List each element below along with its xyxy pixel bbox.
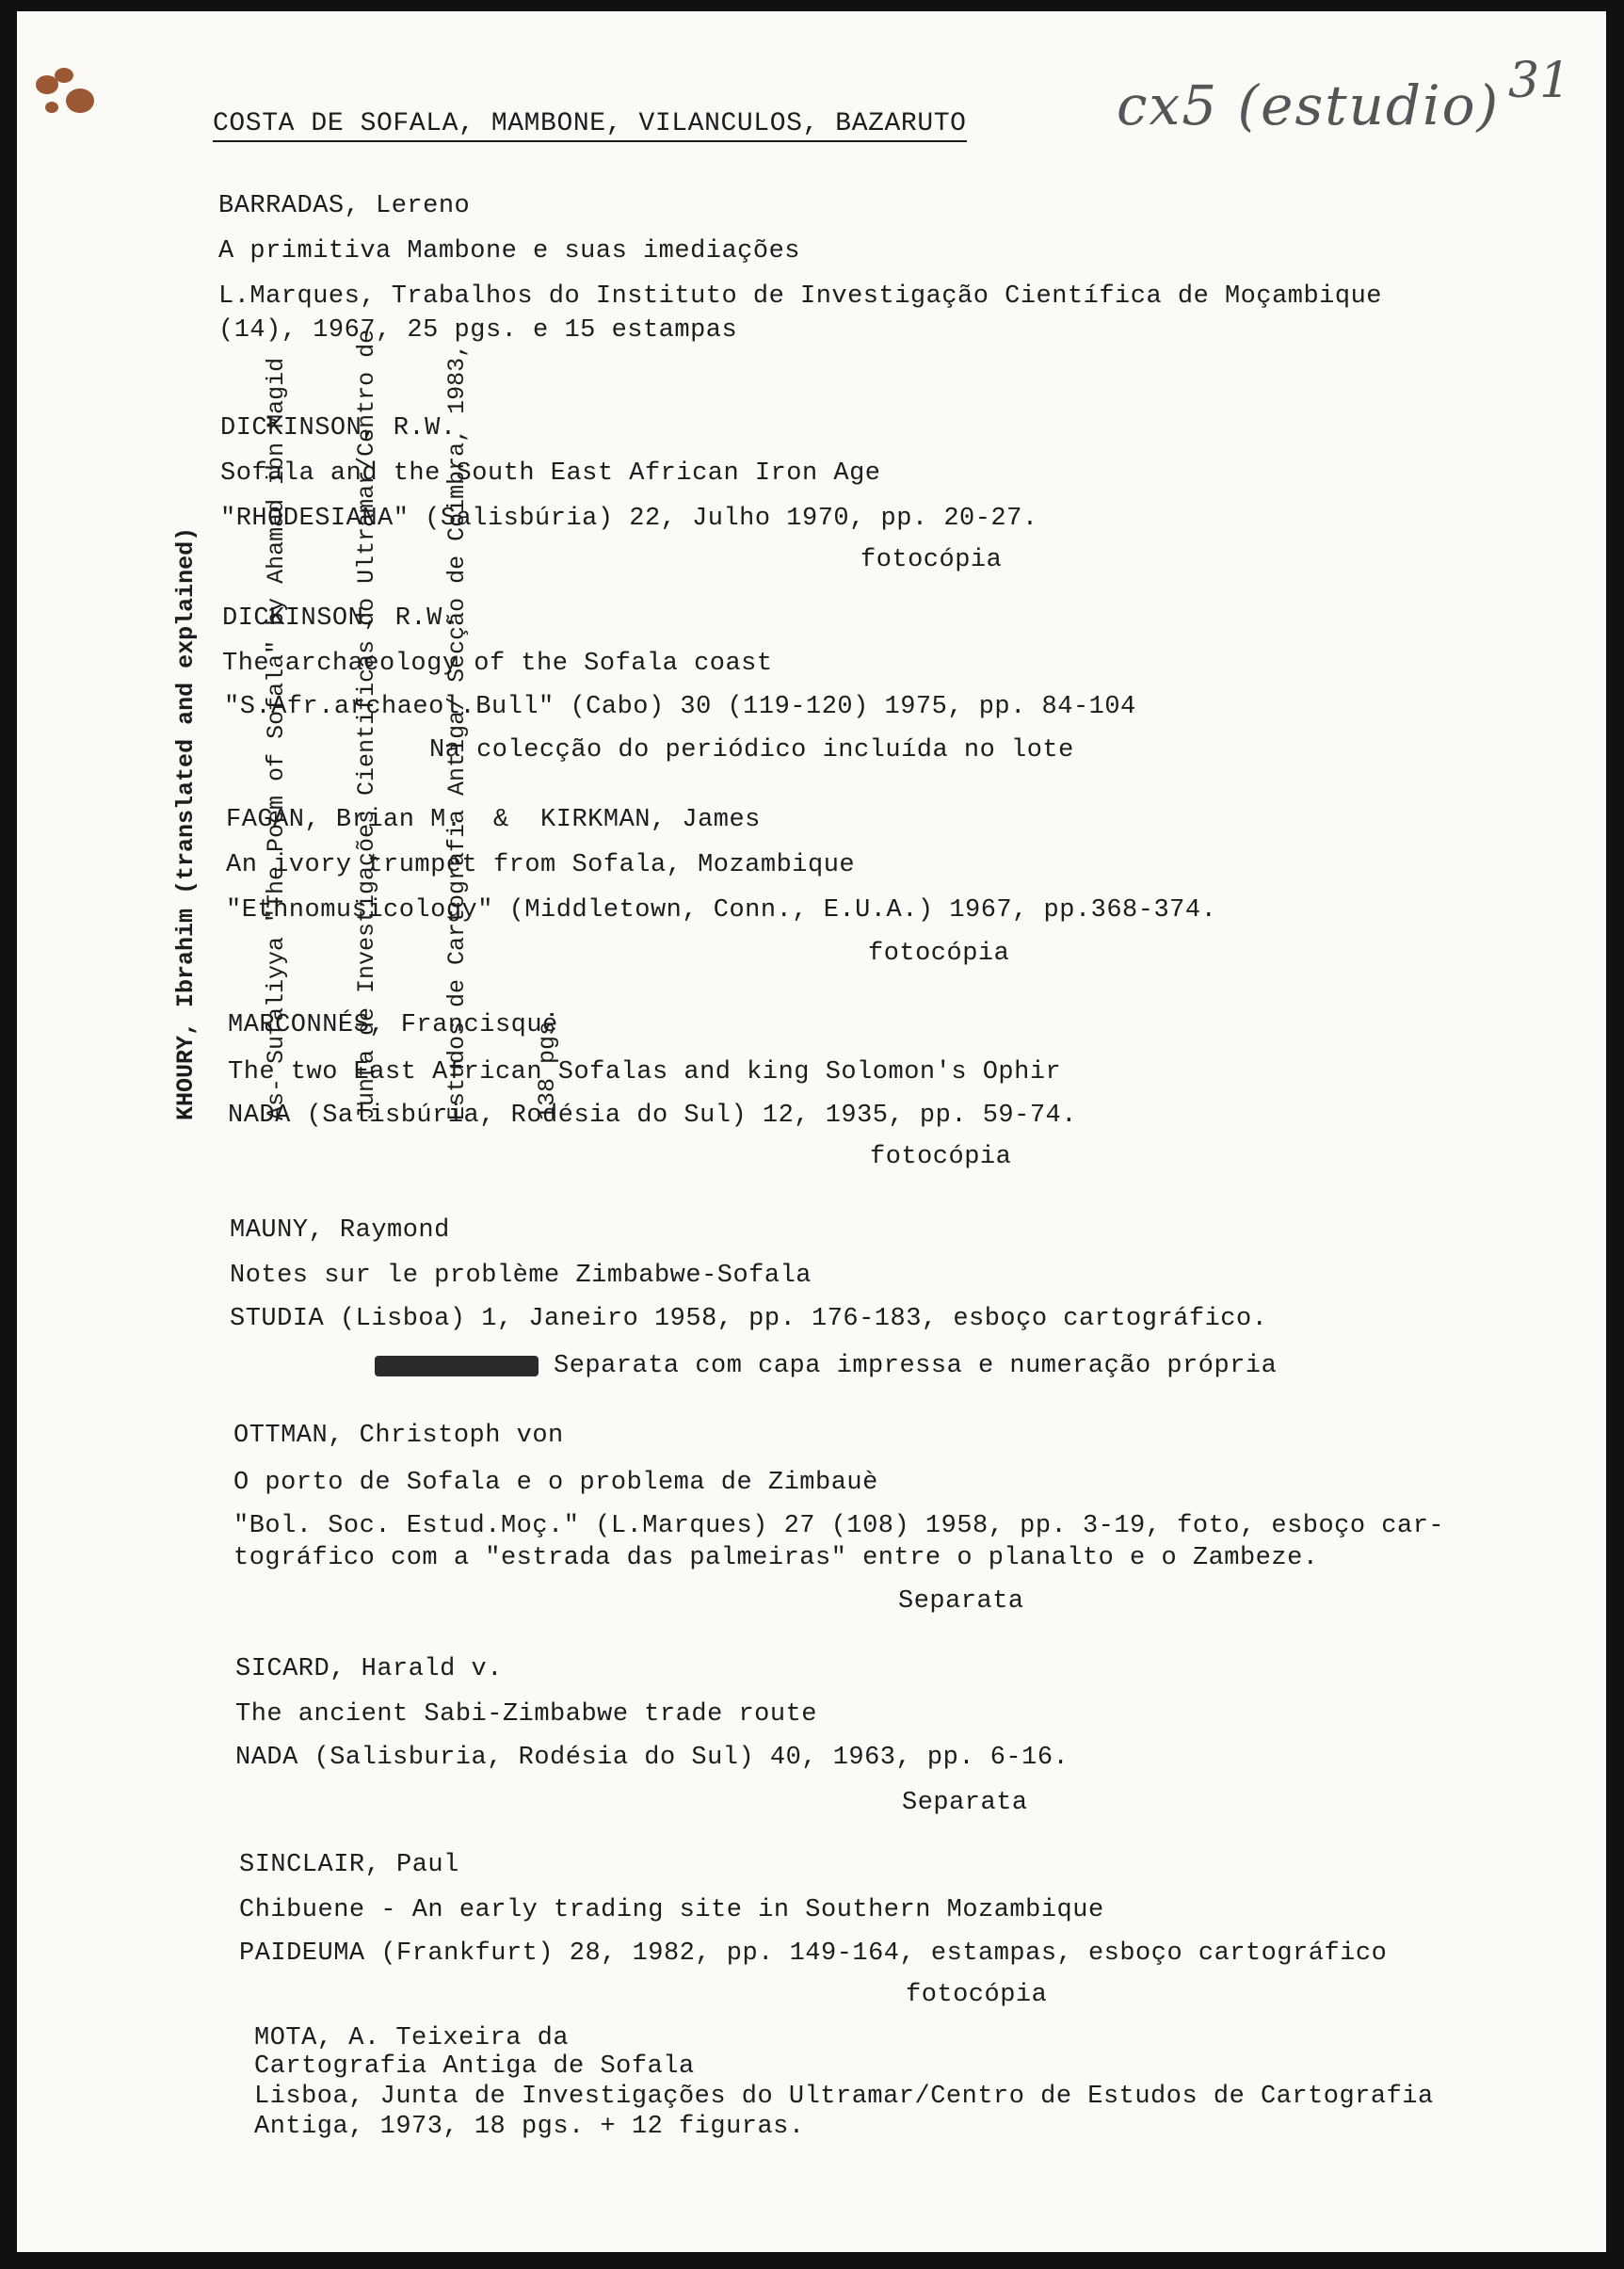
ink-stain <box>55 68 73 83</box>
entry-title: The archaeology of the Sofala coast <box>222 650 773 678</box>
page-title: COSTA DE SOFALA, MAMBONE, VILANCULOS, BAZARUTO <box>213 109 967 142</box>
entry-publication: "S.Afr.archaeol.Bull" (Cabo) 30 (119-120) 1975, pp. 84-104 <box>224 693 1136 721</box>
entry-author: OTTMAN, Christoph von <box>233 1422 564 1450</box>
entry-publication: Lisboa, Junta de Investigações do Ultramar/Centro de Estudos de Cartografia <box>254 2083 1434 2111</box>
entry-title: Sofala and the South East African Iron Age <box>220 459 881 488</box>
entry-author: MOTA, A. Teixeira da <box>254 2024 570 2052</box>
entry-title: The two East African Sofalas and king Solomon's Ophir <box>228 1058 1062 1086</box>
entry-title: The ancient Sabi-Zimbabwe trade route <box>235 1700 817 1729</box>
entry-title: An ivory trumpet from Sofala, Mozambique <box>226 851 856 879</box>
entry-note: fotocópia <box>860 546 1003 574</box>
entry-title: A primitiva Mambone e suas imediações <box>218 237 800 266</box>
entry-author: DICKINSON, R.W. <box>220 414 457 443</box>
entry-publication: L.Marques, Trabalhos do Instituto de Investigação Científica de Moçambique <box>218 282 1382 311</box>
entry-author: BARRADAS, Lereno <box>218 192 471 220</box>
handwritten-note: cx5 (estudio) <box>1117 73 1501 137</box>
entry-author: DICKINSON, R.W. <box>222 604 458 633</box>
redaction-mark <box>375 1356 539 1376</box>
entry-publication: "Bol. Soc. Estud.Moç." (L.Marques) 27 (108) 1958, pp. 3-19, foto, esboço car- <box>233 1512 1445 1540</box>
entry-publication: NADA (Salisbúria, Rodésia do Sul) 12, 1935, pp. 59-74. <box>228 1102 1077 1130</box>
entry-title: Notes sur le problème Zimbabwe-Sofala <box>230 1262 812 1290</box>
entry-author: SICARD, Harald v. <box>235 1655 503 1683</box>
entry-note: fotocópia <box>870 1143 1012 1171</box>
entry-author: FAGAN, Brian M. & KIRKMAN, James <box>226 806 761 834</box>
entry-publication: "Ethnomusicology" (Middletown, Conn., E.U.A.) 1967, pp.368-374. <box>226 896 1217 925</box>
entry-title: Chibuene - An early trading site in Southern Mozambique <box>239 1896 1104 1924</box>
entry-note: Separata <box>902 1789 1028 1817</box>
page-number: 31 <box>1508 53 1571 109</box>
entry-publication: NADA (Salisburia, Rodésia do Sul) 40, 1963, pp. 6-16. <box>235 1744 1069 1772</box>
side-note-line: Estudos de Cartografia Antiga/ Secção de Coimbra, 1983, <box>443 343 471 1120</box>
document-page <box>17 11 1606 2252</box>
entry-note: fotocópia <box>868 940 1010 968</box>
side-note-line: As- Sufaliyya "The Poem of Sofala" by Ahamad ibn Magid <box>263 357 290 1120</box>
entry-note: Separata com capa impressa e numeração própria <box>554 1352 1278 1380</box>
entry-note: Na colecção do periódico incluída no lote <box>429 736 1074 764</box>
entry-author: MAUNY, Raymond <box>230 1216 450 1245</box>
entry-note: fotocópia <box>906 1981 1048 2009</box>
entry-author: SINCLAIR, Paul <box>239 1851 459 1879</box>
entry-publication: PAIDEUMA (Frankfurt) 28, 1982, pp. 149-164, estampas, esboço cartográfico <box>239 1939 1388 1968</box>
entry-publication: (14), 1967, 25 pgs. e 15 estampas <box>218 316 738 345</box>
entry-publication: Antiga, 1973, 18 pgs. + 12 figuras. <box>254 2113 805 2141</box>
entry-publication: "RHODESIANA" (Salisbúria) 22, Julho 1970, pp. 20-27. <box>220 505 1038 533</box>
ink-stain <box>45 102 58 113</box>
entry-publication: STUDIA (Lisboa) 1, Janeiro 1958, pp. 176-183, esboço cartográfico. <box>230 1305 1268 1333</box>
ink-stain <box>66 89 94 113</box>
entry-title: O porto de Sofala e o problema de Zimbauè <box>233 1469 878 1497</box>
entry-author: MARCONNÉS, Francisque <box>228 1011 558 1039</box>
entry-note: Separata <box>898 1587 1024 1616</box>
entry-publication: tográfico com a "estrada das palmeiras" entre o planalto e o Zambeze. <box>233 1544 1319 1572</box>
side-note-line: KHOURY, Ibrahim (translated and explained) <box>172 526 200 1120</box>
side-note-line: Junta de Investigações Cientificas do Ultramar/Centro de <box>353 329 380 1120</box>
side-note-line: 138 pgs. <box>534 1006 561 1120</box>
entry-title: Cartografia Antiga de Sofala <box>254 2052 695 2081</box>
